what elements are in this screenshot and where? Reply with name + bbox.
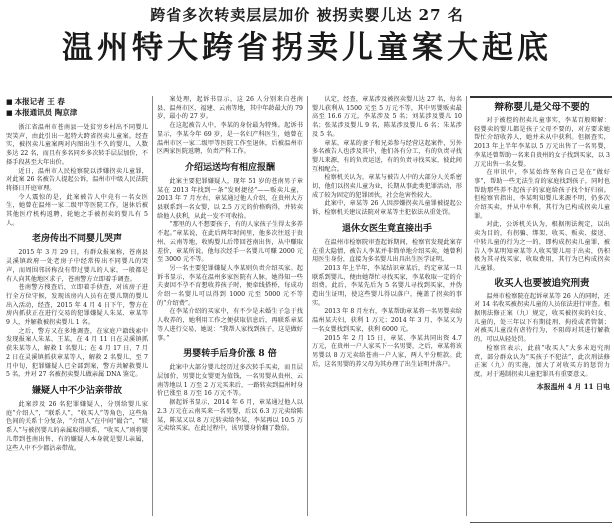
dateline-signature: 本报温州 4 月 11 日电 [536,381,610,391]
correspondent-name: 本报通讯员 陶京津 [14,108,78,117]
paragraph: 在审讯中，李某始终坚称自己是在“做好事”，帮助一些无法生育的家庭找到孩子，同时也帮助那些养不起孩子的家庭给孩子找个好归宿。但检察官指出，李某明知婴儿来源不明，仍多次介绍买卖，并从中牟利，其行为已构成拐卖儿童罪。 [474,169,610,220]
section-subheading: 介绍运送均有相应报酬 [184,162,275,173]
paragraph: “那里的人不想要孩子，有的人家孩子生得太多养不起。”章某说，在此后两年时间里，他多次往返于贵州、云南等地，收购婴儿后带回苍南出售，从中赚取差价，章某所说，他每次经手一名婴儿可赚 2000 元至 3000 元不等。 [157,221,303,264]
section-subheading: 嫌疑人中不少沾亲带故 [31,385,122,396]
article-column-1 [6,96,148,453]
paragraph: 浙江省温州市苍南县一处贫穷乡村出不同婴儿哭笑声，由此引出一起特大跨省拐卖儿童案。经查实，被拐卖儿童案两对内图出生不久的婴儿，人数多达 22 名，而且有多名同乡多次转手层层加价，不择手段甚至大年出价。 [6,124,148,166]
section-subheading: 男婴转手后身价涨 8 倍 [183,349,277,360]
square-bullet-icon: ■ [6,97,13,106]
paragraph: 章某、章某的妻子和兄弟参与经营这起案件，另外多名被告人也涉及其中，他们各有分工，有的负责寻找婴儿来源，有的负责运送，有的负责寻找买家，彼此间互相配合。 [312,139,462,173]
paragraph: 此案涉及 26 名犯罪嫌疑人，分别给婴儿家庭“介绍人”，“联系人”，“收买人”等角色，这些角色间的关系十分复杂，“介绍人”在中间“撮合”，“联系人”与被拐婴儿的亲属取得联系，“收买人”则将婴儿带到苍南出售，有的嫌疑人本身就是婴儿亲属，这些人中不少都沾亲带故。 [6,400,148,452]
sidebar-heading: 辩称婴儿是父母不要的 [494,102,590,113]
section-subheading: 退休女医生竟直接出手 [341,223,432,234]
paragraph: 据起诉书显示，2014 年 6 月，章某通过他人以 2.3 万元在云南买来一名男婴，后以 6.3 万元卖给陈某，陈某又以 8 万元转卖给李某，李某再以 10.5 万元卖给买家。在此过程中，该男婴身价翻了数倍。 [157,399,303,433]
main-headline: 温州特大跨省拐卖儿童案大起底 [62,30,552,66]
paragraph: 在李某介绍的买家中，有不少是未婚生子急于找人收养的，她利用工作之便获取信息后，再联系章某等人进行交易，她说：“我帮人家找到孩子，这是做好事。” [157,308,303,342]
column-divider [307,96,308,516]
paragraph: 检察官表示，此前“收买人”大多未追究刑责，部分群众认为“买孩子不犯法”，此次刑法修正案（九）的实施，加大了对收买方的惩罚力度，对于遏制拐卖儿童犯罪具有重要意义。 [474,344,610,378]
paragraph: 2015 年 2 月 15 日，章某、李某共同出资 4.7 万元，在贵州一户人家买下一名男婴，之后，章某将该男婴以 8 万元卖给苍南一户人家，两人平分赃款。此后，这名男婴的养父母为其办理了出生证明并落户。 [312,334,462,368]
paragraph: 在这起被告人中，李某的身份最为特殊。起诉书显示，李某今年 69 岁，是一名妇产科医生，她曾在温州市区一家二级甲等医院工作至退休，后被温州市区两家医院返聘，负责产科工作。 [157,122,303,156]
paragraph: 之后，警方又在多地调查，在家庭户籍线索中发现报案人朱某、王某，在 4 月 11 日在灵溪镇抓获朱某等人，解救 1 名婴儿；在 4 月 17 日、7 月 2 日在灵溪镇抓获章某等人，解救 2 名婴儿，至 7 月中旬，犯罪嫌疑人已全部到案，警方共解救婴儿 5 名，并对 27 名被拐卖婴儿做亲属 DNA 鉴定。 [6,327,148,379]
paragraph: 苍南警方搜查后，立即着手侦查，对该房子进行全方位守候，发现该房内人员有在婴儿期的婴儿出入活动，经查，2015 年 4 月 4 日下午，警方在房内抓获正在进行交易的犯罪嫌疑人朱某、章某等 9 人，并解救被拐卖婴儿 1 名。 [6,284,148,327]
paragraph: 2013 年 8 月左右，李某帮助章某将一名男婴卖给温州某夫妇，获利 1 万元；2014 年 3 月，李某又为一名女婴找到买家，获利 6000 元。 [312,308,462,333]
reporter-name: 本报记者 王 春 [14,97,65,106]
sidebar-box [470,96,612,523]
byline [6,96,148,118]
square-bullet-icon: ■ [6,108,13,117]
paragraph: 对此，公诉机关认为，根据刑法规定，以出卖为目的，有拐骗、绑架、收买、贩卖、接送、中转儿童的行为之一的，即构成拐卖儿童罪，被告人李某明知章某等人收买婴儿用于出卖，仍积极为其寻找买家，收取费用，其行为已构成拐卖儿童罪。 [474,221,610,272]
paragraph: 检察机关认为，章某与被告人中的大部分人关系密切，他们以拐卖儿童为业，长期从事此类犯罪活动，形成了较为固定的犯罪团伙，社会危害性较大。 [312,174,462,199]
paragraph: 2013 年上半年，李某结识章某后，约定章某一旦联系到婴儿，便由她帮忙寻找买家，李某收取一定的介绍费。此后，李某先后为 5 名婴儿寻找到买家，并伪造出生证明，使这些婴儿得以落户，掩盖了拐卖的事实。 [312,264,462,307]
kicker-subheadline: 跨省多次转卖层层加价 被拐卖婴儿达 27 名 [150,6,464,24]
article-column-2 [157,96,303,434]
paragraph: 在温州市检察院审查起诉期间，检察官发现此案存在重大隐情，被告人李某并非简单地介绍买卖，她曾利用医生身份，直接为多名婴儿出具出生医学证明。 [312,238,462,264]
paragraph: 2015 年 3 月 29 日，有群众报案称，苍南县灵溪镇政府一处老房子中经常传出不同婴儿的哭声，而周围邻居称没有带过婴儿的人家，一般都是有人向其他地区求子，苍南警方立即着手调查。 [6,249,148,283]
section-subheading: 老房传出不同婴儿哭声 [31,234,122,245]
paragraph: 案处理，起诉书显示，这 26 人分别来自苍南县、温州市区、福建、云南等地，其中年龄最大的 79 岁，最小的 27 岁。 [157,96,303,121]
paragraph: 此案主要犯罪嫌疑人，现年 51 岁的苍南男子章某在 2013 年找到一条“发财捷径”——贩卖儿童，2013 年 7 月左右，章某通过他人介绍，在贵州大方县联系到一名女婴，以 2.5 万元的价格购得，并转卖给他人获利，从此一发不可收拾。 [157,177,303,220]
paragraph: 此案中，章某等 26 人因涉嫌拐卖儿童罪被提起公诉，检察机关建议法院对章某等主犯依法从重处罚。 [312,200,462,217]
paragraph: 令人震惊的是，此案被告人中竟有一名女医生，她曾在温州一家二级甲等医院工作，退休后被其他医疗机构返聘，轮她之手被拐卖的婴儿有 5 人。 [6,193,148,227]
column-divider [466,96,467,516]
paragraph: 近日，温州市人民检察院以涉嫌拐卖儿童罪，对此案 26 名被告人提起公诉，温州市中级人民法院将择日开庭审理。 [6,167,148,192]
sidebar-heading: 收买人也要被追究刑责 [494,277,590,289]
paragraph: 此案中大部分婴儿经历过多次转手买卖，而且层层加价，男婴比女婴更为值钱，一名男婴从贵州、云南等地以 1 万至 2 万元买来后，一路转卖到温州时身价已涨至 8 万至 16 万元不等。 [157,364,303,398]
paragraph: 温州市检察院在起诉章某等 26 人的同时，还对 14 名收买被拐卖儿童的人员依法进行审查。根据刑法修正案（九）规定，收买被拐卖的妇女、儿童的，处三年以下有期徒刑、拘役或者管制；对被买儿童没有虐待行为，不阻碍对其进行解救的，可以从轻处罚。 [474,292,610,344]
paragraph: 另一名主要犯罪嫌疑人李某则负责介绍买家。起诉书显示，李某在温州多家医院有人脉，她得知一些夫妻因不孕不育想收养孩子时，便牵线搭桥，每成功介绍一名婴儿可以得到 1000 元至 5000 元不等的“介绍费”。 [157,264,303,307]
column-divider [152,96,153,516]
paragraph: 认定，经查，章某涉及被拐卖婴儿达 27 名，每名婴儿获利从 1500 元至 5 万元不等，其中男婴贩卖最高至 16.6 万元，李某涉及 5 名；刘某涉及婴儿 10 名；张某涉及婴儿 9 名，陈某涉及婴儿 6 名；朱某涉及 5 名。 [312,96,462,138]
paragraph: 对于被控的拐卖儿童事实，李某百般辩解：轻婴卖的婴儿都是孩子父母不要的，对方要求她帮忙介绍收养人，她并未从中获利。但据查实，2013 年上半年李某以 5 万元出售了一名男婴，李某还曾帮助一名来自贵州的女子找到买家，以 3 万元出售一名女婴。 [474,117,610,168]
article-column-3 [312,96,462,369]
